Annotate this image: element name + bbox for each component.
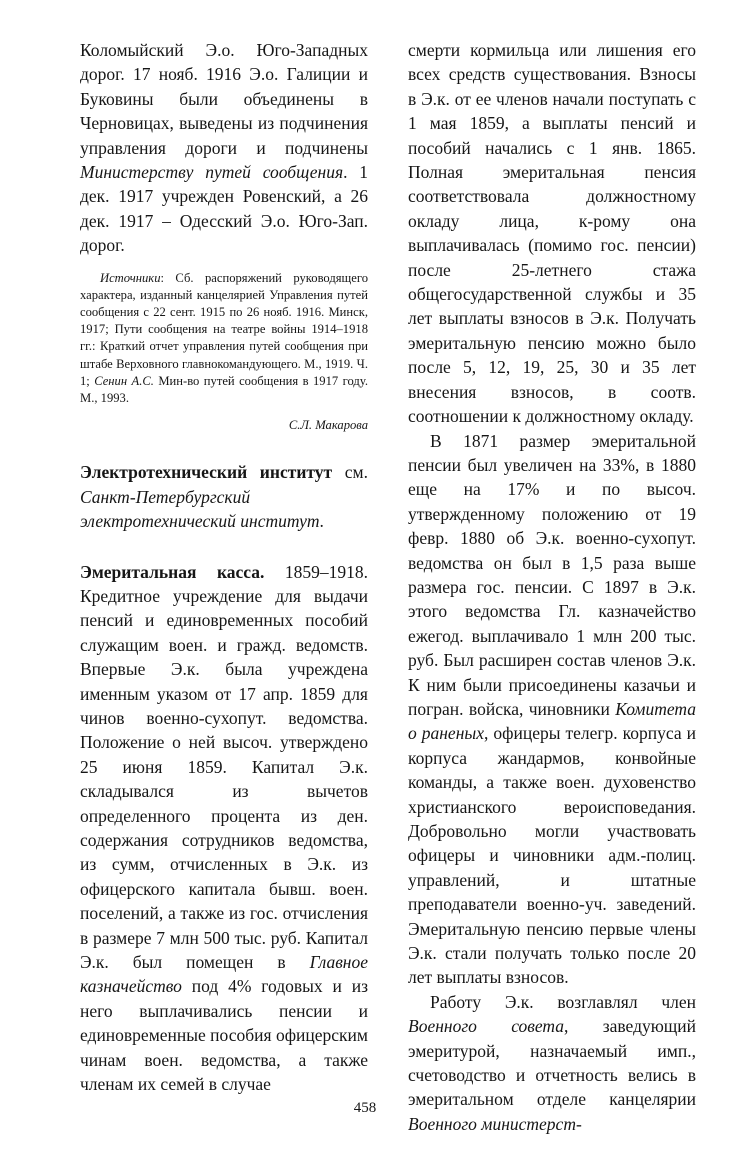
text-run: см. xyxy=(332,462,368,483)
text-run: . 1 дек. 1917 учрежден Ровенский, а 26 дек. 1917 – Одесский Э.о. Юго-Зап. дорог. xyxy=(80,162,369,256)
cross-reference[interactable]: Военного совета xyxy=(408,1016,565,1037)
right-column xyxy=(408,38,696,1136)
cross-reference[interactable]: Санкт-Петербургский электротехнический институт xyxy=(80,486,320,532)
text-run: В 1871 размер эмеритальной пенсии был увеличен на 33%, в 1880 еще на 17% и по высоч. утвержденному положению от 19 февр. 1880 об Э.к. военно-сухопут. ведомства он был в 1,5 раза выше размера гос. пенсии. С 1897 в Э.к. этого ведомства Гл. казначейство ежегод. выплачивало 1 млн 200 тыс. руб. Был расширен состав членов Э.к. К ним были присоединены казачьи и погран. войска, чиновники xyxy=(408,430,696,719)
entry-electrotechnical-institute xyxy=(80,460,368,533)
entry-emerital-fund xyxy=(80,560,368,1097)
text-run: , заведующий эмеритурой, назначаемый имп., счетоводство и отчетность велись в эмеритальном отделе канцелярии xyxy=(408,1016,696,1110)
text-run: под 4% годовых и из него выплачивались пенсии и единовременные пособия офицерским чинам воен. ведомства, а также членам их семей в случае xyxy=(80,976,368,1095)
text-run: 1859–1918. Кредитное учреждение для выдачи пенсий и единовременных пособий служащим воен. и гражд. ведомств. Впервые Э.к. была учреждена именным указом от 17 апр. 1859 для чинов военно-сухопут. ведомства. Положение о ней высоч. утверждено 25 июня 1859. Капитал Э.к. складывался из вычетов определенного процента из ден. содержания сотрудников ведомства, из сумм, отчисленных в Э.к. из офицерского капитала бывш. воен. поселений, а также из гос. отчисления в размере 7 млн 500 тыс. руб. Капитал Э.к. был помещен в xyxy=(80,561,368,972)
cross-reference[interactable]: Главное казначейство xyxy=(80,952,368,997)
paragraph-2 xyxy=(408,429,696,990)
article-author: С.Л. Макарова xyxy=(288,418,368,433)
article-continuation xyxy=(80,38,368,258)
text-run: Работу Э.к. возглавлял член xyxy=(430,991,696,1012)
cross-reference[interactable]: Комитета о раненых xyxy=(408,698,696,744)
cross-reference[interactable]: Министерству путей сообщения xyxy=(80,162,344,183)
sources-label: Источники xyxy=(100,270,161,285)
page-number: 458 xyxy=(353,1100,377,1116)
cross-reference[interactable]: Военного министерст- xyxy=(408,1113,582,1134)
text-run: Мин-во путей сообщения в 1917 году. М., 1993. xyxy=(80,373,368,406)
text-run: Коломыйский Э.о. Юго-Западных дорог. 17 нояб. 1916 Э.о. Галиции и Буковины были объединены в Черновицах, выведены из подчинения управления дороги и подчинены xyxy=(80,40,368,158)
text-run: : Сб. распоряжений руководящего характера, изданный канцелярией Управления путей сообщения с 22 сент. 1915 по 26 нояб. 1916. Минск, 1917; Пути сообщения на театре войны 1914–1918 гг.: Краткий отчет управления путей сообщения при штабе Верховного главнокомандующего. М., 1919. Ч. 1; xyxy=(80,270,368,388)
entry-heading: Эмеритальная касса. xyxy=(80,561,265,582)
text-run: , офицеры телегр. корпуса и корпуса жандармов, конвойные команды, а также воен. духовенство христианского вероисповедания. Добровольно могли участвовать офицеры и чиновники адм.-полиц. управлений, и штатные преподаватели военно-уч. заведений. Эмеритальную пенсию первые члены Э.к. стали получать только после 20 лет выплаты взносов. xyxy=(408,723,697,988)
sources-note xyxy=(80,270,368,408)
entry-heading: Электротехнический институт xyxy=(80,462,333,483)
cited-author: Сенин А.С. xyxy=(94,373,154,388)
left-column xyxy=(80,38,368,1096)
paragraph-1: смерти кормильца или лишения его всех средств существования. Взносы в Э.к. от ее членов начали поступать с 1 мая 1859, а выплаты пенсий и пособий начались с 1 янв. 1865. Полная эмеритальная пенсия соответствовала должностному окладу лица, к-рому она выплачивалась (помимо гос. пенсии) после 25-летнего стажа общегосударственной службы и 35 лет выплаты взносов в Э.к. Получать эмеритальную пенсию можно было после 5, 12, 19, 25, 30 и 35 лет внесения взносов, в соотв. соотношении к должностному окладу. xyxy=(408,40,696,427)
text-run: . xyxy=(319,511,324,532)
